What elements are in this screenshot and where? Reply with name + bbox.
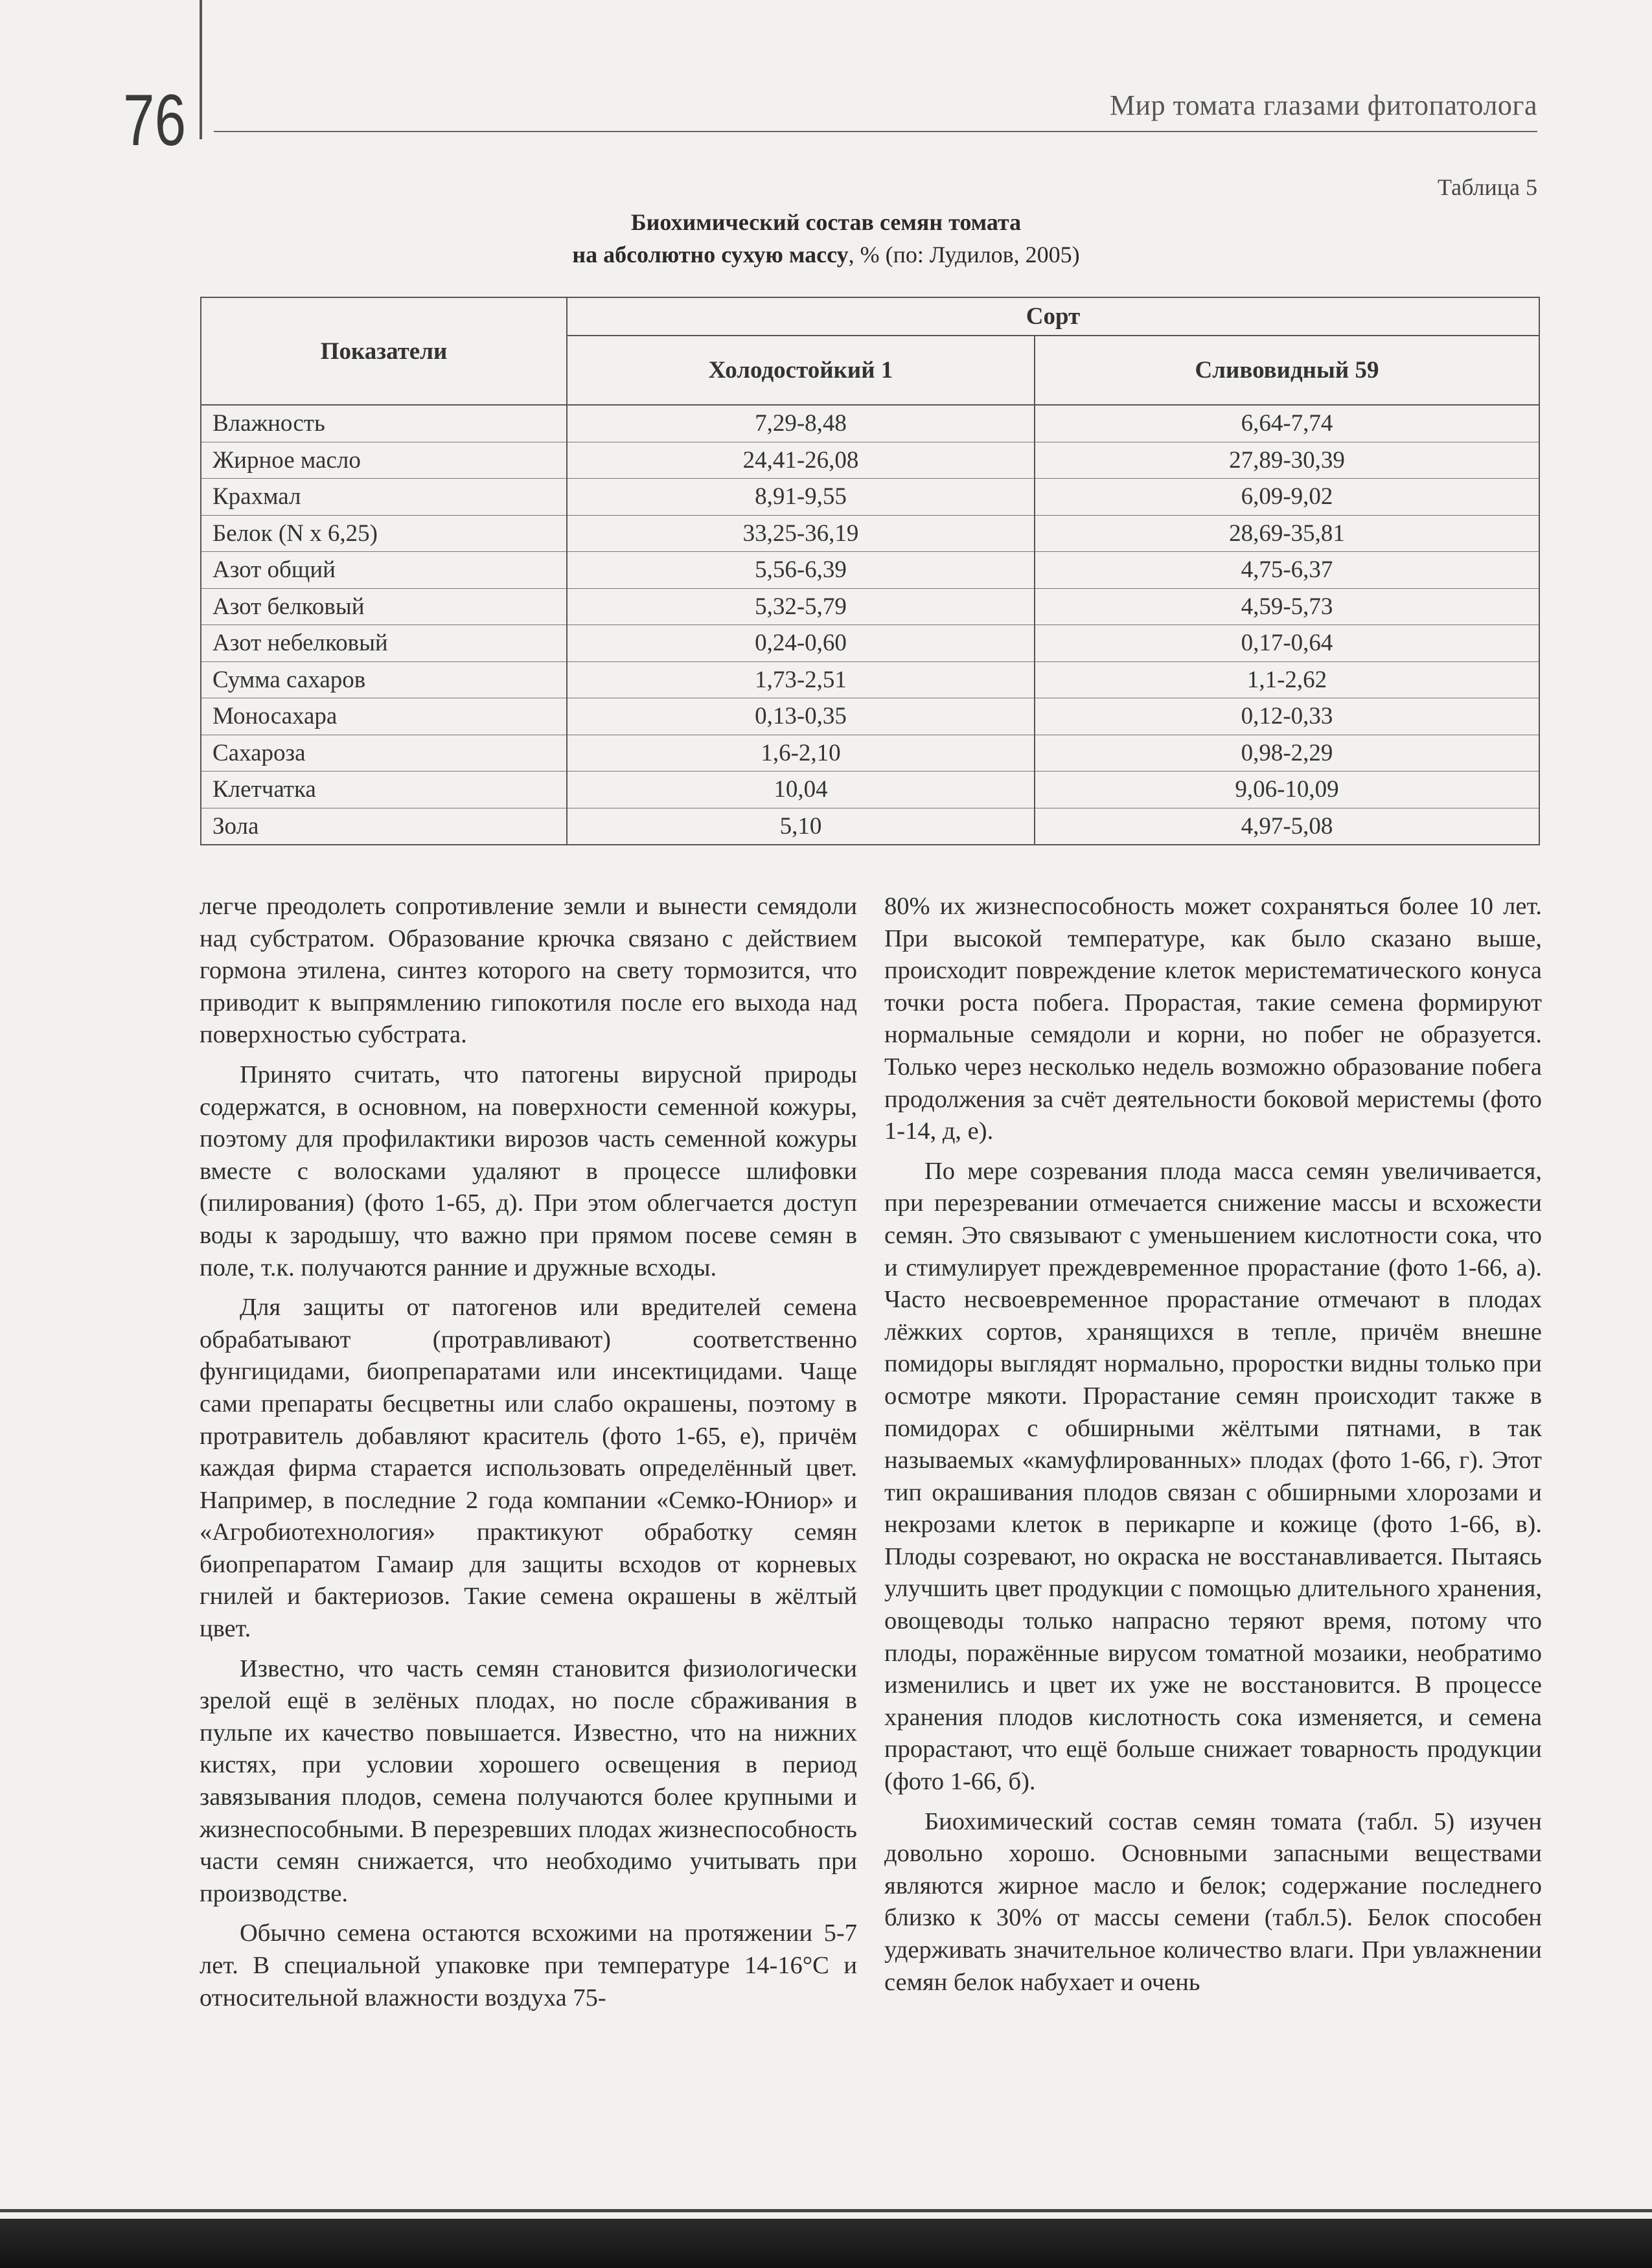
header-sort: Сорт: [567, 297, 1539, 336]
row-value-variety-2: 28,69-35,81: [1035, 515, 1539, 552]
paragraph: Принято считать, что патогены вирусной природы содержатся, в основном, на поверхности семенной кожуры, поэтому для профилактики вирозов часть семенной кожуры вместе с волосками удаляют в процессе шлифовки (пилирования) (фото 1-65, д). При этом облегчается доступ воды к зародышу, что важно при прямом посеве семян в поле, т.к. получаются ранние и дружные всходы.: [200, 1060, 857, 1281]
row-value-variety-2: 4,59-5,73: [1035, 588, 1539, 625]
paragraph: 80% их жизнеспособность может сохраняться более 10 лет. При высокой температуре, как было сказано выше, происходит повреждение клеток меристематического конуса точки роста побега. Прорастая, такие семена формируют нормальные семядоли и корни, но побег не образуется. Только через несколько недель возможно образование побега продолжения за счёт деятельности боковой меристемы (фото 1-14, д, е).: [884, 893, 1542, 1145]
paragraph: Известно, что часть семян становится физиологически зрелой ещё в зелёных плодах, но после сбраживания в пульпе их качество повышается. Известно, что на нижних кистях, при условии хорошего освещения в период завязывания плодов, семена получаются более крупными и жизнеспособными. В перезревших плодах жизнеспособность части семян снижается, что необходимо учитывать при производстве.: [200, 1655, 857, 1907]
row-name: Влажность: [201, 405, 567, 442]
table-row: [201, 625, 1539, 662]
row-value-variety-2: 6,09-9,02: [1035, 479, 1539, 516]
table-row: [201, 698, 1539, 735]
right-text-column: [884, 891, 1542, 2006]
row-name: Сахароза: [201, 735, 567, 772]
table-body: [201, 405, 1539, 845]
row-value-variety-2: 1,1-2,62: [1035, 661, 1539, 698]
paragraph: легче преодолеть сопротивление земли и вынести семядоли над субстратом. Образование крючка связано с действием гормона этилена, синтез которого на свету тормозится, что приводит к выпрямлению гипокотиля после его выхода над поверхностью субстрата.: [200, 893, 857, 1049]
table-row: [201, 588, 1539, 625]
row-value-variety-1: 1,73-2,51: [567, 661, 1035, 698]
row-name: Моносахара: [201, 698, 567, 735]
row-value-variety-1: 5,32-5,79: [567, 588, 1035, 625]
bottom-scan-band: [0, 2219, 1652, 2268]
row-value-variety-1: 1,6-2,10: [567, 735, 1035, 772]
header-variety-1: Холодостойкий 1: [567, 336, 1035, 405]
table-row: [201, 479, 1539, 516]
running-title: Мир томата глазами фитопатолога: [1109, 89, 1537, 121]
table-title-source: , % (по: Лудилов, 2005): [848, 242, 1080, 268]
header-rule: [214, 131, 1537, 132]
row-name: Азот белковый: [201, 588, 567, 625]
table-title-line1: Биохимический состав семян томата: [630, 209, 1022, 235]
header-indicators: Показатели: [201, 297, 567, 405]
row-value-variety-1: 5,56-6,39: [567, 552, 1035, 589]
table-label: Таблица 5: [1438, 174, 1537, 200]
left-text-column: [200, 891, 857, 2022]
table-row: [201, 442, 1539, 479]
table-row: [201, 405, 1539, 442]
table-row: [201, 735, 1539, 772]
page-number: 76: [123, 80, 187, 161]
paragraph: По мере созревания плода масса семян увеличивается, при перезревании отмечается снижение массы и всхожести семян. Это связывают с уменьшением кислотности сока, что и стимулирует преждевременное прорастание (фото 1-66, а). Часто несвоевременное прорастание отмечают в плодах лёжких сортов, хранящихся в тепле, причём внешне помидоры выглядят нормально, проростки видны только при осмотре мякоти. Прорастание семян происходит также в помидорах с обширными жёлтыми пятнами, в так называемых «камуфлированных» плодах (фото 1-66, г). Этот тип окрашивания плодов связан с обширными хлорозами и некрозами клеток в перикарпе и кожице (фото 1-66, в). Плоды созревают, но окраска не восстанавливается. Пытаясь улучшить цвет продукции с помощью длительного хранения, овощеводы только напрасно теряют время, потому что плоды, поражённые вирусом томатной мозаики, необратимо изменились и цвет их уже не восстановится. В процессе хранения плодов кислотность сока изменяется, и семена прорастают, что ещё больше снижает товарность продукции (фото 1-66, б).: [884, 1157, 1542, 1796]
row-name: Клетчатка: [201, 772, 567, 808]
row-value-variety-2: 0,98-2,29: [1035, 735, 1539, 772]
table-row: [201, 772, 1539, 808]
row-value-variety-2: 27,89-30,39: [1035, 442, 1539, 479]
table-row: [201, 661, 1539, 698]
paragraph: Для защиты от патогенов или вредителей семена обрабатывают (протравливают) соответственно фунгицидами, биопрепаратами или инсектицидами. Чаще сами препараты бесцветны или слабо окрашены, поэтому в протравитель добавляют краситель (фото 1-65, е), причём каждая фирма старается использовать определённый цвет. Например, в последние 2 года компании «Семко-Юниор» и «Агробиотехнология» практикуют обработку семян биопрепаратом Гамаир для защиты всходов от корневых гнилей и бактериозов. Такие семена окрашены в жёлтый цвет.: [200, 1294, 857, 1643]
row-value-variety-2: 4,97-5,08: [1035, 808, 1539, 845]
table-row: [201, 552, 1539, 589]
row-name: Жирное масло: [201, 442, 567, 479]
header-variety-2: Сливовидный 59: [1035, 336, 1539, 405]
row-value-variety-1: 0,24-0,60: [567, 625, 1035, 662]
table-title-line2: на абсолютно сухую массу: [572, 242, 849, 268]
row-name: Зола: [201, 808, 567, 845]
row-name: Азот общий: [201, 552, 567, 589]
row-name: Азот небелковый: [201, 625, 567, 662]
row-value-variety-2: 0,12-0,33: [1035, 698, 1539, 735]
paragraph: Биохимический состав семян томата (табл. 5) изучен довольно хорошо. Основными запасными веществами являются жирное масло и белок; содержание последнего близко к 30% от массы семени (табл.5). Белок способен удерживать значительное количество влаги. При увлажнении семян белок набухает и очень: [884, 1807, 1542, 1996]
row-value-variety-1: 0,13-0,35: [567, 698, 1035, 735]
header-vertical-rule: [200, 0, 202, 139]
row-value-variety-2: 6,64-7,74: [1035, 405, 1539, 442]
table-row: [201, 515, 1539, 552]
row-value-variety-2: 0,17-0,64: [1035, 625, 1539, 662]
paragraph: Обычно семена остаются всхожими на протяжении 5-7 лет. В специальной упаковке при температуре 14-16°С и относительной влажности воздуха 75-: [200, 1919, 857, 2011]
row-value-variety-1: 24,41-26,08: [567, 442, 1035, 479]
bottom-edge-line: [0, 2209, 1652, 2212]
row-name: Сумма сахаров: [201, 661, 567, 698]
row-value-variety-1: 10,04: [567, 772, 1035, 808]
row-value-variety-2: 9,06-10,09: [1035, 772, 1539, 808]
row-value-variety-1: 33,25-36,19: [567, 515, 1035, 552]
table-title: [0, 206, 1652, 271]
row-value-variety-1: 5,10: [567, 808, 1035, 845]
row-name: Белок (N х 6,25): [201, 515, 567, 552]
row-name: Крахмал: [201, 479, 567, 516]
row-value-variety-2: 4,75-6,37: [1035, 552, 1539, 589]
biochem-table: [200, 297, 1540, 845]
row-value-variety-1: 8,91-9,55: [567, 479, 1035, 516]
table-row: [201, 808, 1539, 845]
row-value-variety-1: 7,29-8,48: [567, 405, 1035, 442]
